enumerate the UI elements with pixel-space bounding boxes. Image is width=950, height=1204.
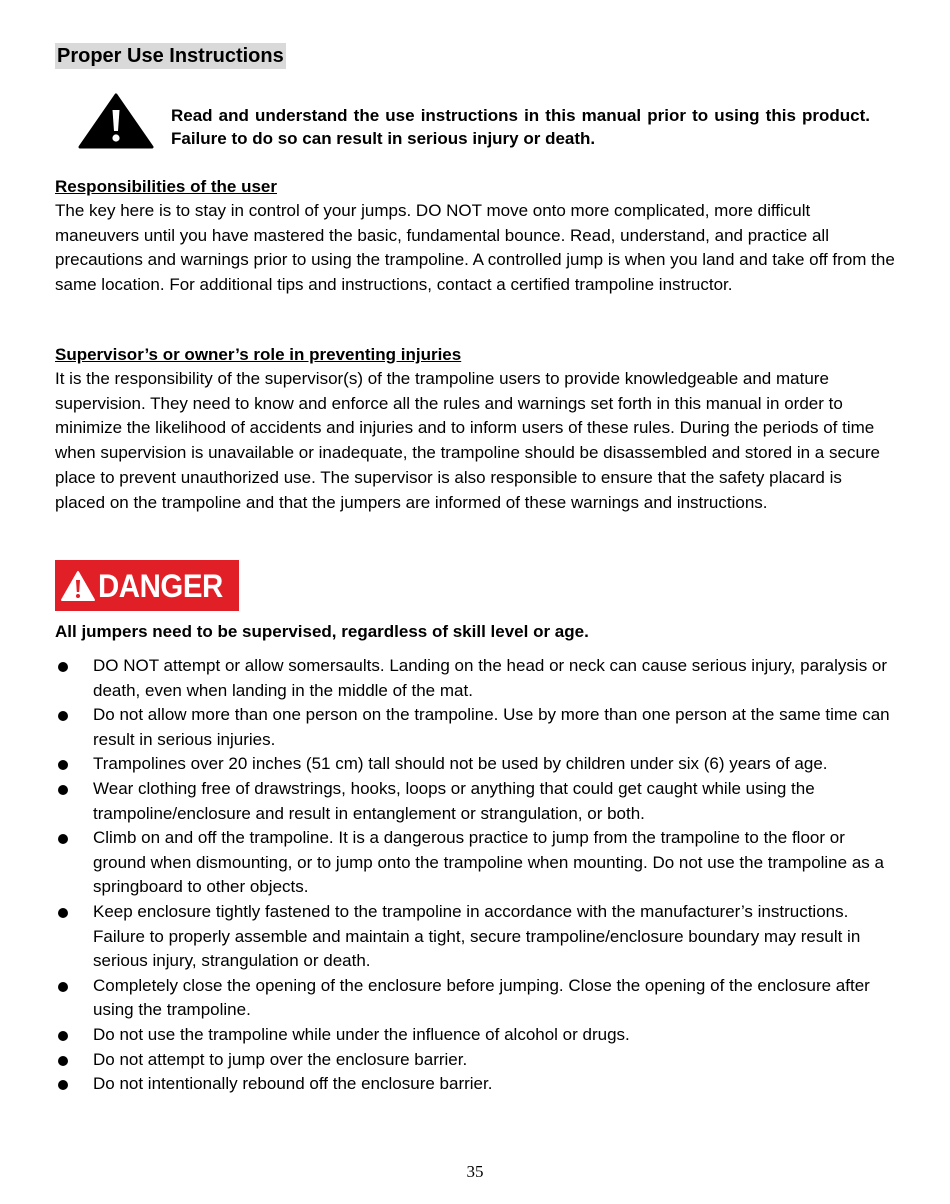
list-item: Wear clothing free of drawstrings, hooks, loops or anything that could get caught while using the trampoline/enclosure and result in entanglement or strangulation, or both. bbox=[55, 777, 895, 826]
bullet-dot-icon bbox=[58, 662, 68, 672]
danger-triangle-icon bbox=[60, 570, 96, 602]
supervisor-heading: Supervisor’s or owner’s role in preventing injuries bbox=[55, 345, 462, 364]
list-item: Do not attempt to jump over the enclosure barrier. bbox=[55, 1048, 895, 1073]
supervision-note: All jumpers need to be supervised, regardless of skill level or age. bbox=[55, 622, 589, 641]
bullet-dot-icon bbox=[58, 834, 68, 844]
danger-label bbox=[55, 560, 239, 611]
list-item: Keep enclosure tightly fastened to the trampoline in accordance with the manufacturer’s instructions. Failure to properly assemble and maintain a tight, secure trampoline/enclosure boundary may result in serious injury, strangulation or death. bbox=[55, 900, 895, 974]
bullet-dot-icon bbox=[58, 1056, 68, 1066]
bullet-dot-icon bbox=[58, 785, 68, 795]
list-item: Climb on and off the trampoline. It is a dangerous practice to jump from the trampoline to the floor or ground when dismounting, or to jump onto the trampoline when mounting. Do not use the trampoline as a springboard to other objects. bbox=[55, 826, 895, 900]
page-number: 35 bbox=[466, 1162, 484, 1181]
bullet-dot-icon bbox=[58, 1031, 68, 1041]
list-item: Do not allow more than one person on the trampoline. Use by more than one person at the same time can result in serious injuries. bbox=[55, 703, 895, 752]
list-item: Do not use the trampoline while under the influence of alcohol or drugs. bbox=[55, 1023, 895, 1048]
bullet-dot-icon bbox=[58, 711, 68, 721]
safety-bullet-list bbox=[55, 654, 895, 1097]
bullet-dot-icon bbox=[58, 1080, 68, 1090]
danger-word: DANGER bbox=[98, 567, 223, 604]
list-item: Completely close the opening of the enclosure before jumping. Close the opening of the enclosure after using the trampoline. bbox=[55, 974, 895, 1023]
warning-triangle-icon bbox=[78, 93, 154, 149]
list-item: DO NOT attempt or allow somersaults. Landing on the head or neck can cause serious injury, paralysis or death, even when landing in the middle of the mat. bbox=[55, 654, 895, 703]
bullet-dot-icon bbox=[58, 908, 68, 918]
warning-text: Read and understand the use instructions in this manual prior to using this product. Failure to do so can result in serious injury or death. bbox=[171, 106, 870, 148]
page-title: Proper Use Instructions bbox=[57, 45, 284, 67]
responsibilities-heading: Responsibilities of the user bbox=[55, 177, 277, 196]
bullet-dot-icon bbox=[58, 982, 68, 992]
supervisor-paragraph: It is the responsibility of the supervisor(s) of the trampoline users to provide knowledgeable and mature supervision. They need to know and enforce all the rules and warnings set forth in this manual in order to minimize the likelihood of accidents and injuries and to inform users of these rules. During the periods of time when supervision is unavailable or inadequate, the trampoline should be disassembled and stored in a secure place to prevent unauthorized use. The supervisor is also responsible to ensure that the safety placard is placed on the trampoline and that the jumpers are informed of these warnings and instructions. bbox=[55, 369, 881, 512]
list-item: Do not intentionally rebound off the enclosure barrier. bbox=[55, 1072, 895, 1097]
responsibilities-paragraph: The key here is to stay in control of your jumps. DO NOT move onto more complicated, more difficult maneuvers until you have mastered the basic, fundamental bounce. Read, understand, and practice all precautions and warnings prior to using the trampoline. A controlled jump is when you land and take off from the same location. For additional tips and instructions, contact a certified trampoline instructor. bbox=[55, 201, 895, 295]
bullet-dot-icon bbox=[58, 760, 68, 770]
list-item: Trampolines over 20 inches (51 cm) tall should not be used by children under six (6) years of age. bbox=[55, 752, 895, 777]
